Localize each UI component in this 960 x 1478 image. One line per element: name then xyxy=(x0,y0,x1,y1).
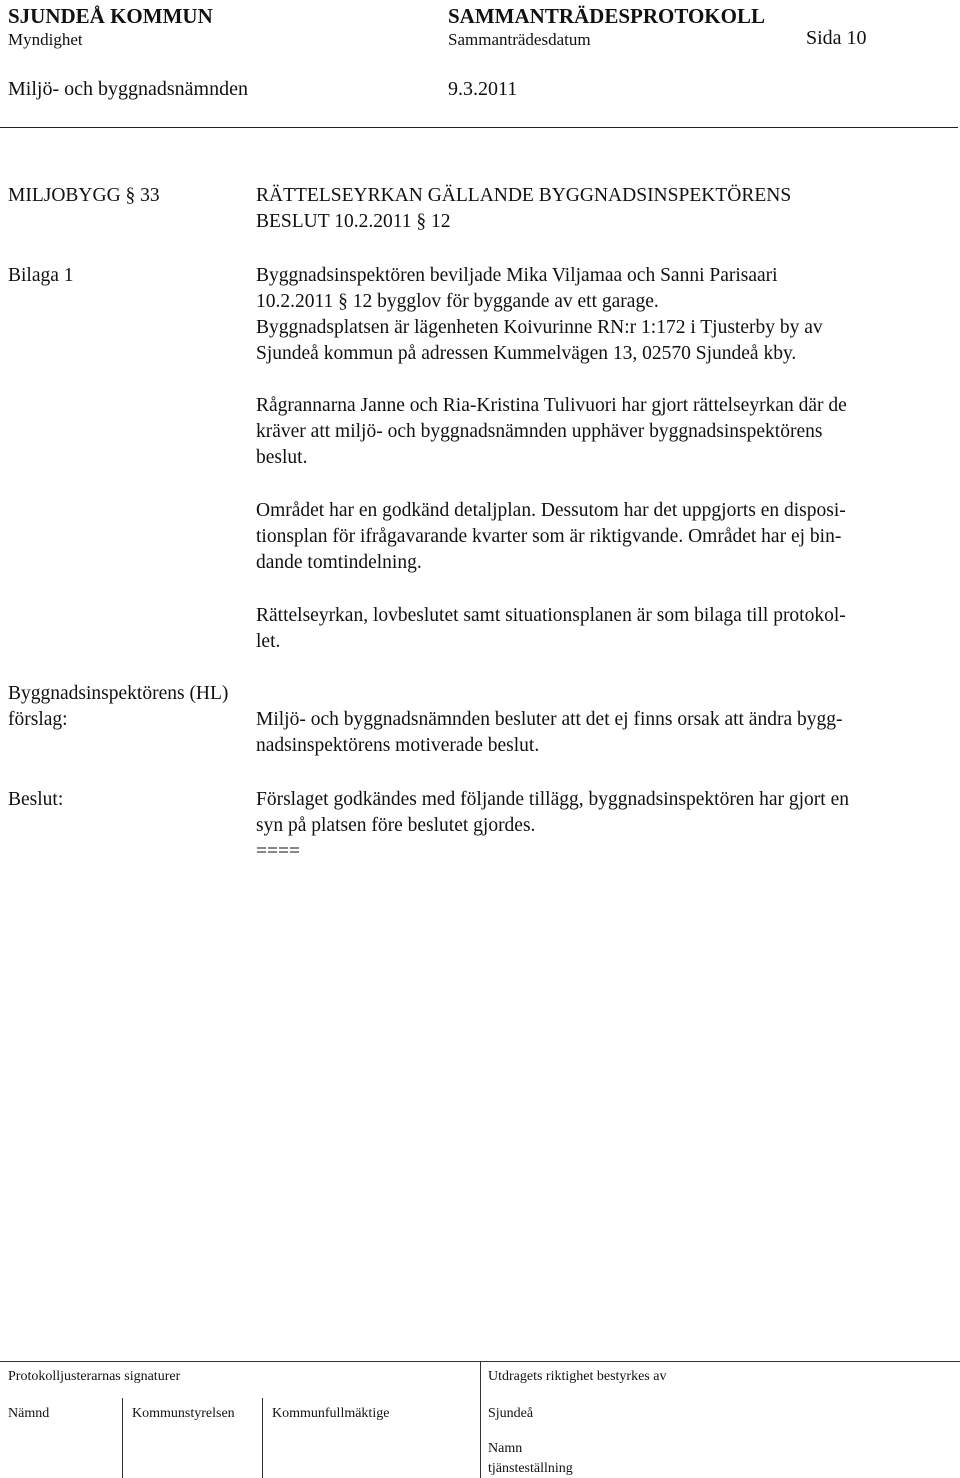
certified-label: Utdragets riktighet bestyrkes av xyxy=(488,1369,667,1384)
meeting-date-label: Sammanträdesdatum xyxy=(448,30,591,49)
proposal-label-line1: Byggnadsinspektörens (HL) xyxy=(8,683,229,704)
footer-divider xyxy=(480,1361,481,1478)
paragraph-appeal: Rågrannarna Janne och Ria-Kristina Tulivuori har gjort rättelseyrkan där de kräver att miljö- och byggnadsnämnden upphäver byggnadsinspektörens beslut. xyxy=(256,395,847,468)
paragraph-plan: Området har en godkänd detaljplan. Dessutom har det uppgjorts en disposi- tionsplan för ifrågavarande kvarter som är riktigvande. Området har ej bin- dande tomtindelning. xyxy=(256,500,846,573)
signature-col-namnd: Nämnd xyxy=(8,1406,50,1421)
paragraph-attachments: Rättelseyrkan, lovbeslutet samt situationsplanen är som bilaga till protokol- let. xyxy=(256,605,846,652)
decision-text: Förslaget godkändes med följande tillägg, byggnadsinspektören har gjort en syn på platsen före beslutet gjordes. ==== xyxy=(256,787,956,865)
authority-label: Myndighet xyxy=(8,30,83,49)
section-title: RÄTTELSEYRKAN GÄLLANDE BYGGNADSINSPEKTÖRENS BESLUT 10.2.2011 § 12 xyxy=(256,185,792,232)
header-rule xyxy=(0,127,958,128)
attachment-label: Bilaga 1 xyxy=(8,265,74,286)
document-type: SAMMANTRÄDESPROTOKOLL xyxy=(448,4,765,28)
page-number: Sida 10 xyxy=(806,27,867,49)
meeting-date: 9.3.2011 xyxy=(448,78,518,100)
end-mark: ==== xyxy=(256,841,300,862)
certification-place: Sjundeå xyxy=(488,1406,534,1421)
paragraph-application: Byggnadsinspektören beviljade Mika Viljamaa och Sanni Parisaari 10.2.2011 § 12 bygglov för byggande av ett garage. Byggnadsplatsen är lägenheten Koivurinne RN:r 1:172 i Tjusterby by av Sjundeå kommun på adressen Kummelvägen 13, 02570 Sjundeå kby. xyxy=(256,265,823,364)
certifier-name-label: Namn xyxy=(488,1441,523,1456)
section-id: MILJOBYGG § 33 xyxy=(8,185,160,206)
certifier-position-label: tjänsteställning xyxy=(488,1461,573,1476)
proposal-text: Miljö- och byggnadsnämnden besluter att det ej finns orsak att ändra bygg- nadsinspektörens motiverade beslut. xyxy=(256,709,843,756)
proposal-label-line2: förslag: xyxy=(8,709,68,730)
signature-col-kommunfullmaktige: Kommunfullmäktige xyxy=(272,1406,390,1421)
decision-label: Beslut: xyxy=(8,789,64,810)
signature-separator-1 xyxy=(122,1398,123,1478)
authority-name: Miljö- och byggnadsnämnden xyxy=(8,78,248,100)
signature-col-kommunstyrelsen: Kommunstyrelsen xyxy=(132,1406,235,1421)
signature-separator-2 xyxy=(262,1398,263,1478)
signatures-label: Protokolljusterarnas signaturer xyxy=(8,1369,181,1384)
org-name: SJUNDEÅ KOMMUN xyxy=(8,4,213,28)
